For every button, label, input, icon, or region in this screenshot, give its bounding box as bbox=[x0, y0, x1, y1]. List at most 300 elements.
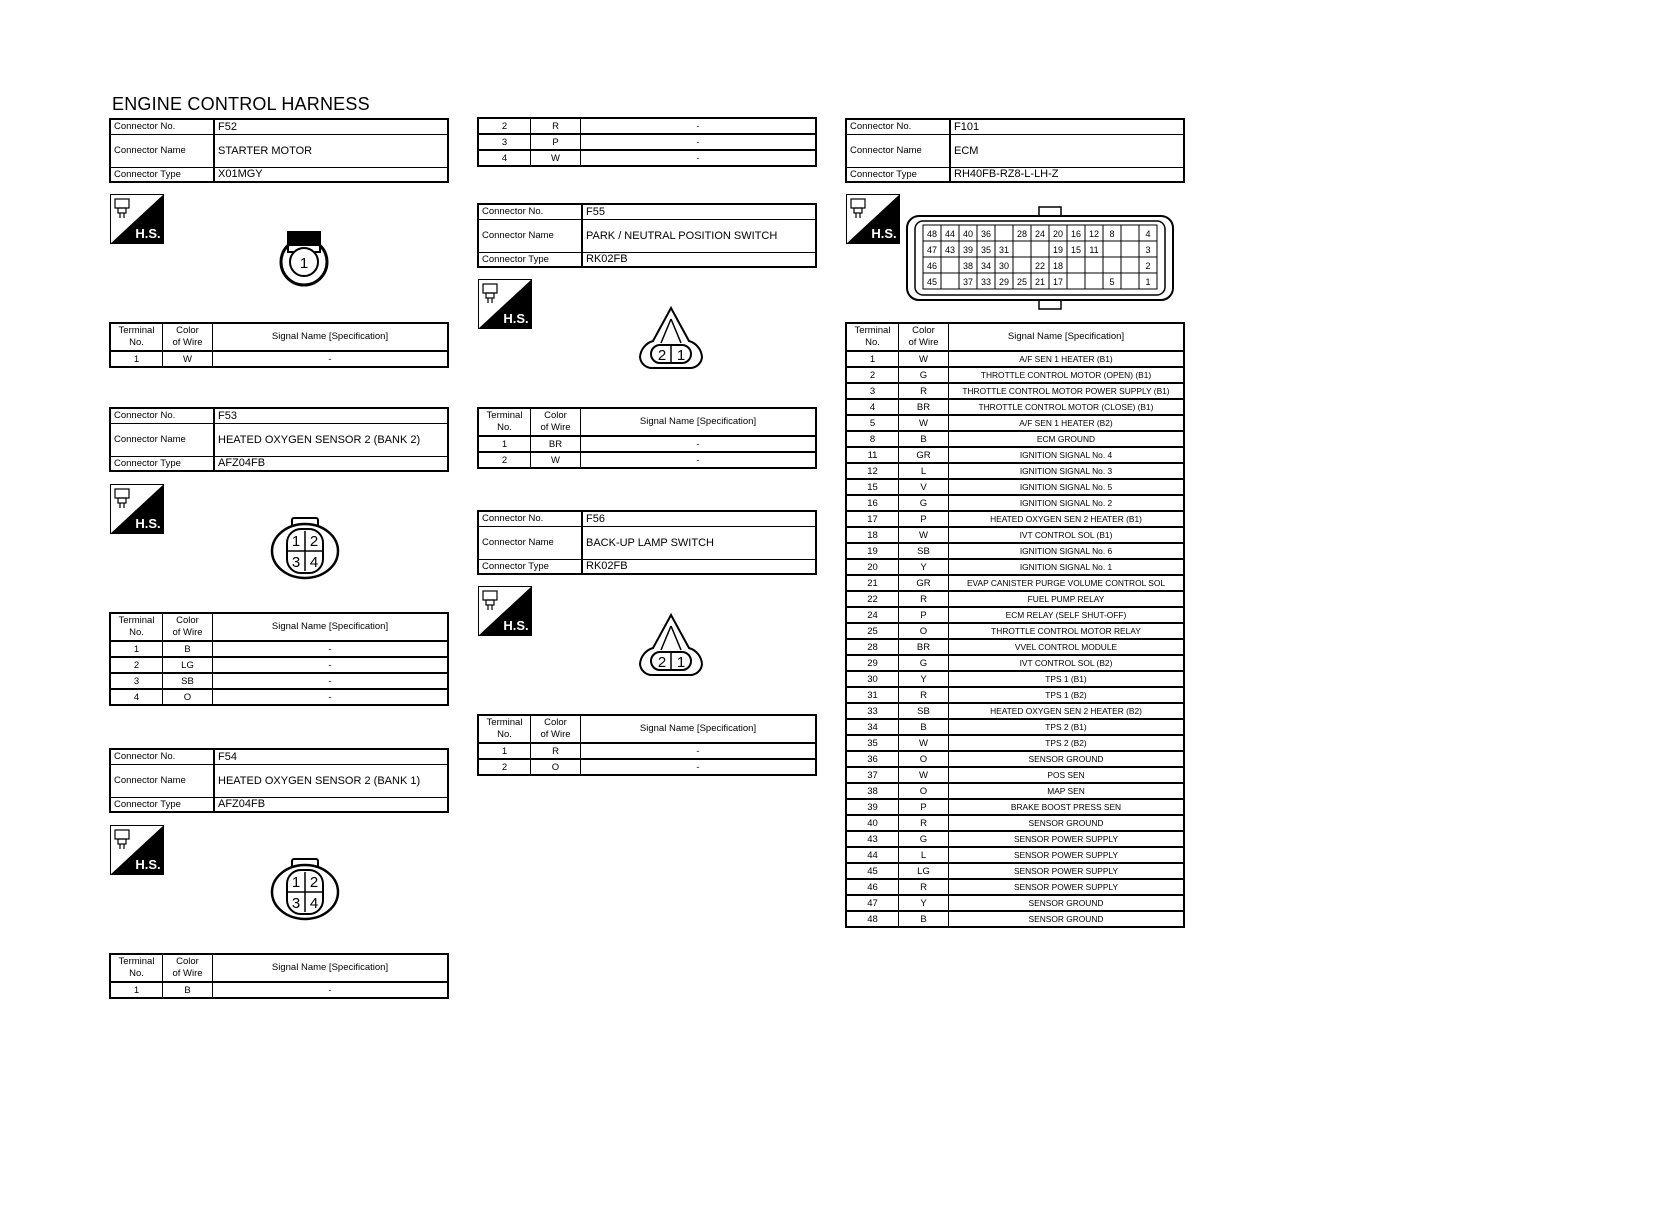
wire-color-cell: P bbox=[531, 134, 581, 150]
wire-color-cell: R bbox=[899, 383, 949, 399]
table-row bbox=[846, 367, 1184, 383]
terminal-no-cell: 39 bbox=[846, 799, 899, 815]
connector-no-value: F54 bbox=[214, 749, 448, 764]
table-row bbox=[478, 134, 816, 150]
pin-label: 1 bbox=[676, 654, 686, 671]
signal-name-cell: IGNITION SIGNAL No. 6 bbox=[949, 543, 1185, 559]
signal-name-cell: EVAP CANISTER PURGE VOLUME CONTROL SOL bbox=[949, 575, 1185, 591]
pin-label: 36 bbox=[980, 229, 992, 239]
terminal-no-cell: 31 bbox=[846, 687, 899, 703]
table-row bbox=[846, 799, 1184, 815]
connector-no-value: F52 bbox=[214, 119, 448, 134]
signal-name-header: Signal Name [Specification] bbox=[581, 408, 817, 436]
pin-label: 8 bbox=[1109, 229, 1115, 239]
signal-name-cell: - bbox=[581, 118, 817, 134]
connector-type-value: X01MGY bbox=[214, 167, 448, 182]
terminal-no-cell: 3 bbox=[478, 134, 531, 150]
signal-name-cell: SENSOR POWER SUPPLY bbox=[949, 863, 1185, 879]
connector-name-value: HEATED OXYGEN SENSOR 2 (BANK 1) bbox=[214, 764, 448, 797]
terminal-no-cell: 43 bbox=[846, 831, 899, 847]
terminal-no-cell: 20 bbox=[846, 559, 899, 575]
table-row bbox=[846, 591, 1184, 607]
pin-label: 40 bbox=[962, 229, 974, 239]
table-row bbox=[846, 719, 1184, 735]
pin-label: 4 bbox=[309, 895, 319, 912]
table-row bbox=[846, 911, 1184, 927]
pin-label: 1 bbox=[291, 533, 301, 550]
wire-color-cell: R bbox=[899, 687, 949, 703]
pin-label: 2 bbox=[657, 654, 667, 671]
wire-color-cell: L bbox=[899, 847, 949, 863]
connector-f54-pin-table-continued bbox=[477, 117, 817, 167]
table-row bbox=[846, 463, 1184, 479]
color-of-wire-header: Color of Wire bbox=[531, 408, 581, 436]
pin-label: 5 bbox=[1109, 277, 1115, 287]
wire-color-cell: O bbox=[163, 689, 213, 705]
signal-name-cell: ECM RELAY (SELF SHUT-OFF) bbox=[949, 607, 1185, 623]
wire-color-cell: G bbox=[899, 831, 949, 847]
pin-label: 1 bbox=[676, 347, 686, 364]
pin-label: 21 bbox=[1034, 277, 1046, 287]
connector-name-label: Connector Name bbox=[110, 764, 214, 797]
connector-type-label: Connector Type bbox=[110, 797, 214, 812]
pin-label: 1 bbox=[1145, 277, 1151, 287]
terminal-no-cell: 1 bbox=[110, 982, 163, 998]
wire-color-cell: B bbox=[163, 982, 213, 998]
signal-name-cell: - bbox=[581, 436, 817, 452]
signal-name-cell: SENSOR GROUND bbox=[949, 751, 1185, 767]
table-row bbox=[110, 641, 448, 657]
pin-label: 24 bbox=[1034, 229, 1046, 239]
signal-name-cell: TPS 2 (B1) bbox=[949, 719, 1185, 735]
signal-name-cell: SENSOR POWER SUPPLY bbox=[949, 831, 1185, 847]
pin-label: 3 bbox=[291, 895, 301, 912]
connector-f56-info bbox=[477, 510, 817, 575]
terminal-no-cell: 2 bbox=[478, 452, 531, 468]
pin-cell bbox=[1031, 241, 1049, 257]
wire-color-cell: G bbox=[899, 367, 949, 383]
hs-label: H.S. bbox=[871, 226, 897, 241]
terminal-no-cell: 2 bbox=[478, 118, 531, 134]
table-row bbox=[478, 452, 816, 468]
pin-label: 48 bbox=[926, 229, 938, 239]
pin-cell bbox=[1067, 273, 1085, 289]
pin-label: 34 bbox=[980, 261, 992, 271]
signal-name-cell: IGNITION SIGNAL No. 5 bbox=[949, 479, 1185, 495]
connector-name-label: Connector Name bbox=[846, 134, 950, 167]
pin-label: 46 bbox=[926, 261, 938, 271]
table-row bbox=[846, 575, 1184, 591]
table-row bbox=[478, 743, 816, 759]
wire-color-cell: P bbox=[899, 607, 949, 623]
wire-color-cell: GR bbox=[899, 447, 949, 463]
signal-name-cell: - bbox=[213, 982, 449, 998]
connector-type-value: RK02FB bbox=[582, 559, 816, 574]
connector-no-value: F101 bbox=[950, 119, 1184, 134]
signal-name-cell: VVEL CONTROL MODULE bbox=[949, 639, 1185, 655]
table-row bbox=[846, 671, 1184, 687]
wire-color-cell: BR bbox=[531, 436, 581, 452]
terminal-no-cell: 5 bbox=[846, 415, 899, 431]
connector-no-value: F56 bbox=[582, 511, 816, 526]
pin-label: 4 bbox=[309, 554, 319, 571]
terminal-no-cell: 1 bbox=[478, 743, 531, 759]
wire-color-cell: Y bbox=[899, 671, 949, 687]
signal-name-cell: A/F SEN 1 HEATER (B1) bbox=[949, 351, 1185, 367]
connector-f55-pin-table bbox=[477, 407, 817, 469]
connector-f54-pin-table bbox=[109, 953, 449, 999]
pin-label: 17 bbox=[1052, 277, 1064, 287]
terminal-no-header: Terminal No. bbox=[478, 715, 531, 743]
connector-name-label: Connector Name bbox=[478, 219, 582, 252]
terminal-no-cell: 1 bbox=[478, 436, 531, 452]
terminal-no-cell: 2 bbox=[478, 759, 531, 775]
table-row bbox=[846, 479, 1184, 495]
table-row bbox=[846, 399, 1184, 415]
terminal-no-cell: 28 bbox=[846, 639, 899, 655]
signal-name-cell: TPS 2 (B2) bbox=[949, 735, 1185, 751]
connector-f53-face-diagram bbox=[268, 515, 342, 581]
signal-name-cell: SENSOR GROUND bbox=[949, 815, 1185, 831]
connector-f53-pin-table bbox=[109, 612, 449, 706]
connector-type-value: AFZ04FB bbox=[214, 797, 448, 812]
terminal-no-cell: 8 bbox=[846, 431, 899, 447]
terminal-no-cell: 12 bbox=[846, 463, 899, 479]
connector-f56-pin-table bbox=[477, 714, 817, 776]
connector-f52-info bbox=[109, 118, 449, 183]
wire-color-cell: L bbox=[899, 463, 949, 479]
pin-label: 47 bbox=[926, 245, 938, 255]
terminal-no-cell: 45 bbox=[846, 863, 899, 879]
pin-label: 12 bbox=[1088, 229, 1100, 239]
pin-cell bbox=[1121, 273, 1139, 289]
wire-color-cell: SB bbox=[899, 543, 949, 559]
terminal-no-cell: 30 bbox=[846, 671, 899, 687]
wire-color-cell: G bbox=[899, 495, 949, 511]
signal-name-cell: ECM GROUND bbox=[949, 431, 1185, 447]
page-title: ENGINE CONTROL HARNESS bbox=[112, 94, 370, 114]
wire-color-cell: W bbox=[531, 150, 581, 166]
wire-color-cell: P bbox=[899, 511, 949, 527]
terminal-no-cell: 37 bbox=[846, 767, 899, 783]
signal-name-cell: THROTTLE CONTROL MOTOR (OPEN) (B1) bbox=[949, 367, 1185, 383]
table-row bbox=[110, 351, 448, 367]
terminal-no-cell: 34 bbox=[846, 719, 899, 735]
wire-color-cell: R bbox=[899, 879, 949, 895]
wire-color-cell: B bbox=[899, 911, 949, 927]
pin-label: 28 bbox=[1016, 229, 1028, 239]
terminal-no-cell: 44 bbox=[846, 847, 899, 863]
pin-label: 38 bbox=[962, 261, 974, 271]
table-row bbox=[846, 431, 1184, 447]
terminal-no-cell: 18 bbox=[846, 527, 899, 543]
pin-label: 25 bbox=[1016, 277, 1028, 287]
terminal-no-cell: 21 bbox=[846, 575, 899, 591]
hs-label: H.S. bbox=[503, 311, 529, 326]
wire-color-cell: W bbox=[899, 735, 949, 751]
signal-name-cell: HEATED OXYGEN SEN 2 HEATER (B2) bbox=[949, 703, 1185, 719]
hs-label: H.S. bbox=[135, 857, 161, 872]
table-row bbox=[846, 895, 1184, 911]
table-row bbox=[846, 831, 1184, 847]
terminal-no-cell: 25 bbox=[846, 623, 899, 639]
table-row bbox=[846, 415, 1184, 431]
color-of-wire-header: Color of Wire bbox=[163, 323, 213, 351]
pin-cell bbox=[1103, 257, 1121, 273]
hs-label: H.S. bbox=[135, 226, 161, 241]
hs-label: H.S. bbox=[503, 618, 529, 633]
terminal-no-cell: 40 bbox=[846, 815, 899, 831]
terminal-no-cell: 24 bbox=[846, 607, 899, 623]
table-row bbox=[846, 879, 1184, 895]
terminal-no-cell: 4 bbox=[846, 399, 899, 415]
connector-no-label: Connector No. bbox=[478, 511, 582, 526]
pin-label: 37 bbox=[962, 277, 974, 287]
pin-label: 2 bbox=[1145, 261, 1151, 271]
harness-side-icon bbox=[110, 194, 164, 244]
wire-color-cell: R bbox=[899, 591, 949, 607]
pin-label: 2 bbox=[309, 874, 319, 891]
table-row bbox=[846, 735, 1184, 751]
signal-name-cell: - bbox=[581, 150, 817, 166]
color-of-wire-header: Color of Wire bbox=[163, 613, 213, 641]
wire-color-cell: W bbox=[531, 452, 581, 468]
connector-name-value: BACK-UP LAMP SWITCH bbox=[582, 526, 816, 559]
table-row bbox=[846, 607, 1184, 623]
terminal-no-cell: 1 bbox=[110, 351, 163, 367]
terminal-no-cell: 11 bbox=[846, 447, 899, 463]
table-row bbox=[478, 759, 816, 775]
signal-name-cell: - bbox=[581, 759, 817, 775]
pin-label: 15 bbox=[1070, 245, 1082, 255]
pin-label: 33 bbox=[980, 277, 992, 287]
pin-label: 1 bbox=[291, 874, 301, 891]
table-row bbox=[846, 639, 1184, 655]
signal-name-cell: - bbox=[213, 657, 449, 673]
wire-color-cell: G bbox=[899, 655, 949, 671]
connector-no-label: Connector No. bbox=[846, 119, 950, 134]
wire-color-cell: B bbox=[163, 641, 213, 657]
connector-f101-pin-table bbox=[845, 322, 1185, 928]
table-row bbox=[110, 689, 448, 705]
pin-label: 20 bbox=[1052, 229, 1064, 239]
connector-type-value: RH40FB-RZ8-L-LH-Z bbox=[950, 167, 1184, 182]
table-row bbox=[846, 751, 1184, 767]
connector-f52-face-diagram bbox=[276, 228, 332, 288]
terminal-no-header: Terminal No. bbox=[110, 613, 163, 641]
table-row bbox=[846, 623, 1184, 639]
pin-cell bbox=[1121, 257, 1139, 273]
wire-color-cell: R bbox=[531, 743, 581, 759]
connector-f55-face-diagram bbox=[634, 305, 708, 371]
terminal-no-cell: 48 bbox=[846, 911, 899, 927]
terminal-no-cell: 3 bbox=[110, 673, 163, 689]
connector-no-value: F53 bbox=[214, 408, 448, 423]
signal-name-header: Signal Name [Specification] bbox=[213, 323, 449, 351]
wire-color-cell: LG bbox=[899, 863, 949, 879]
signal-name-cell: THROTTLE CONTROL MOTOR RELAY bbox=[949, 623, 1185, 639]
table-row bbox=[846, 527, 1184, 543]
connector-type-label: Connector Type bbox=[478, 252, 582, 267]
harness-side-icon bbox=[478, 586, 532, 636]
pin-cell bbox=[1121, 241, 1139, 257]
signal-name-cell: - bbox=[213, 673, 449, 689]
connector-f101-info bbox=[845, 118, 1185, 183]
terminal-no-cell: 29 bbox=[846, 655, 899, 671]
signal-name-cell: IGNITION SIGNAL No. 2 bbox=[949, 495, 1185, 511]
wire-color-cell: SB bbox=[163, 673, 213, 689]
wire-color-cell: GR bbox=[899, 575, 949, 591]
wire-color-cell: B bbox=[899, 431, 949, 447]
table-row bbox=[110, 657, 448, 673]
signal-name-cell: TPS 1 (B2) bbox=[949, 687, 1185, 703]
wire-color-cell: BR bbox=[899, 399, 949, 415]
pin-label: 35 bbox=[980, 245, 992, 255]
connector-name-value: STARTER MOTOR bbox=[214, 134, 448, 167]
wire-color-cell: V bbox=[899, 479, 949, 495]
wire-color-cell: SB bbox=[899, 703, 949, 719]
terminal-no-cell: 16 bbox=[846, 495, 899, 511]
connector-name-label: Connector Name bbox=[110, 423, 214, 456]
connector-name-value: HEATED OXYGEN SENSOR 2 (BANK 2) bbox=[214, 423, 448, 456]
connector-type-value: AFZ04FB bbox=[214, 456, 448, 471]
signal-name-cell: IGNITION SIGNAL No. 1 bbox=[949, 559, 1185, 575]
signal-name-cell: POS SEN bbox=[949, 767, 1185, 783]
signal-name-header: Signal Name [Specification] bbox=[213, 954, 449, 982]
table-row bbox=[846, 543, 1184, 559]
wire-color-cell: O bbox=[899, 623, 949, 639]
pin-label: 4 bbox=[1145, 229, 1151, 239]
table-row bbox=[846, 767, 1184, 783]
connector-no-label: Connector No. bbox=[478, 204, 582, 219]
hs-label: H.S. bbox=[135, 516, 161, 531]
terminal-no-cell: 33 bbox=[846, 703, 899, 719]
harness-side-icon bbox=[110, 825, 164, 875]
table-row bbox=[846, 447, 1184, 463]
pin-cell bbox=[1013, 257, 1031, 273]
table-row bbox=[846, 511, 1184, 527]
pin-cell bbox=[1067, 257, 1085, 273]
pin-label: 16 bbox=[1070, 229, 1082, 239]
terminal-no-cell: 19 bbox=[846, 543, 899, 559]
wire-color-cell: B bbox=[899, 719, 949, 735]
table-row bbox=[846, 847, 1184, 863]
signal-name-cell: MAP SEN bbox=[949, 783, 1185, 799]
signal-name-cell: SENSOR POWER SUPPLY bbox=[949, 847, 1185, 863]
terminal-no-cell: 46 bbox=[846, 879, 899, 895]
color-of-wire-header: Color of Wire bbox=[531, 715, 581, 743]
terminal-no-header: Terminal No. bbox=[110, 954, 163, 982]
connector-f54-face-diagram bbox=[268, 856, 342, 922]
signal-name-header: Signal Name [Specification] bbox=[949, 323, 1185, 351]
table-row bbox=[846, 655, 1184, 671]
terminal-no-cell: 15 bbox=[846, 479, 899, 495]
pin-cell bbox=[941, 273, 959, 289]
terminal-no-cell: 3 bbox=[846, 383, 899, 399]
terminal-no-cell: 38 bbox=[846, 783, 899, 799]
pin-label: 29 bbox=[998, 277, 1010, 287]
table-row bbox=[110, 673, 448, 689]
connector-f54-info bbox=[109, 748, 449, 813]
pin-label: 2 bbox=[309, 533, 319, 550]
terminal-no-cell: 4 bbox=[110, 689, 163, 705]
connector-name-label: Connector Name bbox=[110, 134, 214, 167]
table-row bbox=[478, 150, 816, 166]
terminal-no-cell: 22 bbox=[846, 591, 899, 607]
connector-no-value: F55 bbox=[582, 204, 816, 219]
connector-type-label: Connector Type bbox=[478, 559, 582, 574]
wire-color-cell: W bbox=[899, 415, 949, 431]
terminal-no-header: Terminal No. bbox=[110, 323, 163, 351]
signal-name-cell: A/F SEN 1 HEATER (B2) bbox=[949, 415, 1185, 431]
color-of-wire-header: Color of Wire bbox=[899, 323, 949, 351]
pin-cell bbox=[1103, 241, 1121, 257]
wire-color-cell: O bbox=[899, 783, 949, 799]
signal-name-cell: - bbox=[213, 351, 449, 367]
terminal-no-cell: 36 bbox=[846, 751, 899, 767]
table-row bbox=[478, 436, 816, 452]
terminal-no-cell: 2 bbox=[846, 367, 899, 383]
signal-name-cell: TPS 1 (B1) bbox=[949, 671, 1185, 687]
signal-name-cell: - bbox=[581, 134, 817, 150]
color-of-wire-header: Color of Wire bbox=[163, 954, 213, 982]
signal-name-cell: IGNITION SIGNAL No. 3 bbox=[949, 463, 1185, 479]
signal-name-cell: - bbox=[581, 743, 817, 759]
table-row bbox=[846, 703, 1184, 719]
signal-name-cell: SENSOR POWER SUPPLY bbox=[949, 879, 1185, 895]
wire-color-cell: Y bbox=[899, 559, 949, 575]
table-row bbox=[846, 863, 1184, 879]
terminal-no-cell: 47 bbox=[846, 895, 899, 911]
table-row bbox=[110, 982, 448, 998]
connector-type-label: Connector Type bbox=[110, 167, 214, 182]
signal-name-cell: BRAKE BOOST PRESS SEN bbox=[949, 799, 1185, 815]
signal-name-cell: IVT CONTROL SOL (B1) bbox=[949, 527, 1185, 543]
pin-label: 11 bbox=[1089, 245, 1099, 255]
table-row bbox=[846, 495, 1184, 511]
table-row bbox=[846, 383, 1184, 399]
terminal-no-header: Terminal No. bbox=[478, 408, 531, 436]
signal-name-cell: SENSOR GROUND bbox=[949, 911, 1185, 927]
connector-name-value: PARK / NEUTRAL POSITION SWITCH bbox=[582, 219, 816, 252]
signal-name-cell: - bbox=[581, 452, 817, 468]
pin-cell bbox=[995, 225, 1013, 241]
terminal-no-cell: 35 bbox=[846, 735, 899, 751]
signal-name-cell: THROTTLE CONTROL MOTOR POWER SUPPLY (B1) bbox=[949, 383, 1185, 399]
pin-label: 22 bbox=[1034, 261, 1046, 271]
connector-f52-pin-table bbox=[109, 322, 449, 368]
table-row bbox=[478, 118, 816, 134]
terminal-no-cell: 4 bbox=[478, 150, 531, 166]
connector-no-label: Connector No. bbox=[110, 119, 214, 134]
wire-color-cell: O bbox=[899, 751, 949, 767]
pin-label: 43 bbox=[944, 245, 956, 255]
connector-type-label: Connector Type bbox=[846, 167, 950, 182]
pin-cell bbox=[1085, 273, 1103, 289]
table-row bbox=[846, 687, 1184, 703]
signal-name-header: Signal Name [Specification] bbox=[213, 613, 449, 641]
wire-color-cell: P bbox=[899, 799, 949, 815]
pin-label: 30 bbox=[998, 261, 1010, 271]
wire-color-cell: LG bbox=[163, 657, 213, 673]
signal-name-cell: IGNITION SIGNAL No. 4 bbox=[949, 447, 1185, 463]
connector-f56-face-diagram bbox=[634, 612, 708, 678]
wire-color-cell: R bbox=[899, 815, 949, 831]
signal-name-cell: IVT CONTROL SOL (B2) bbox=[949, 655, 1185, 671]
connector-f53-info bbox=[109, 407, 449, 472]
pin-label: 3 bbox=[291, 554, 301, 571]
pin-label: 19 bbox=[1052, 245, 1064, 255]
